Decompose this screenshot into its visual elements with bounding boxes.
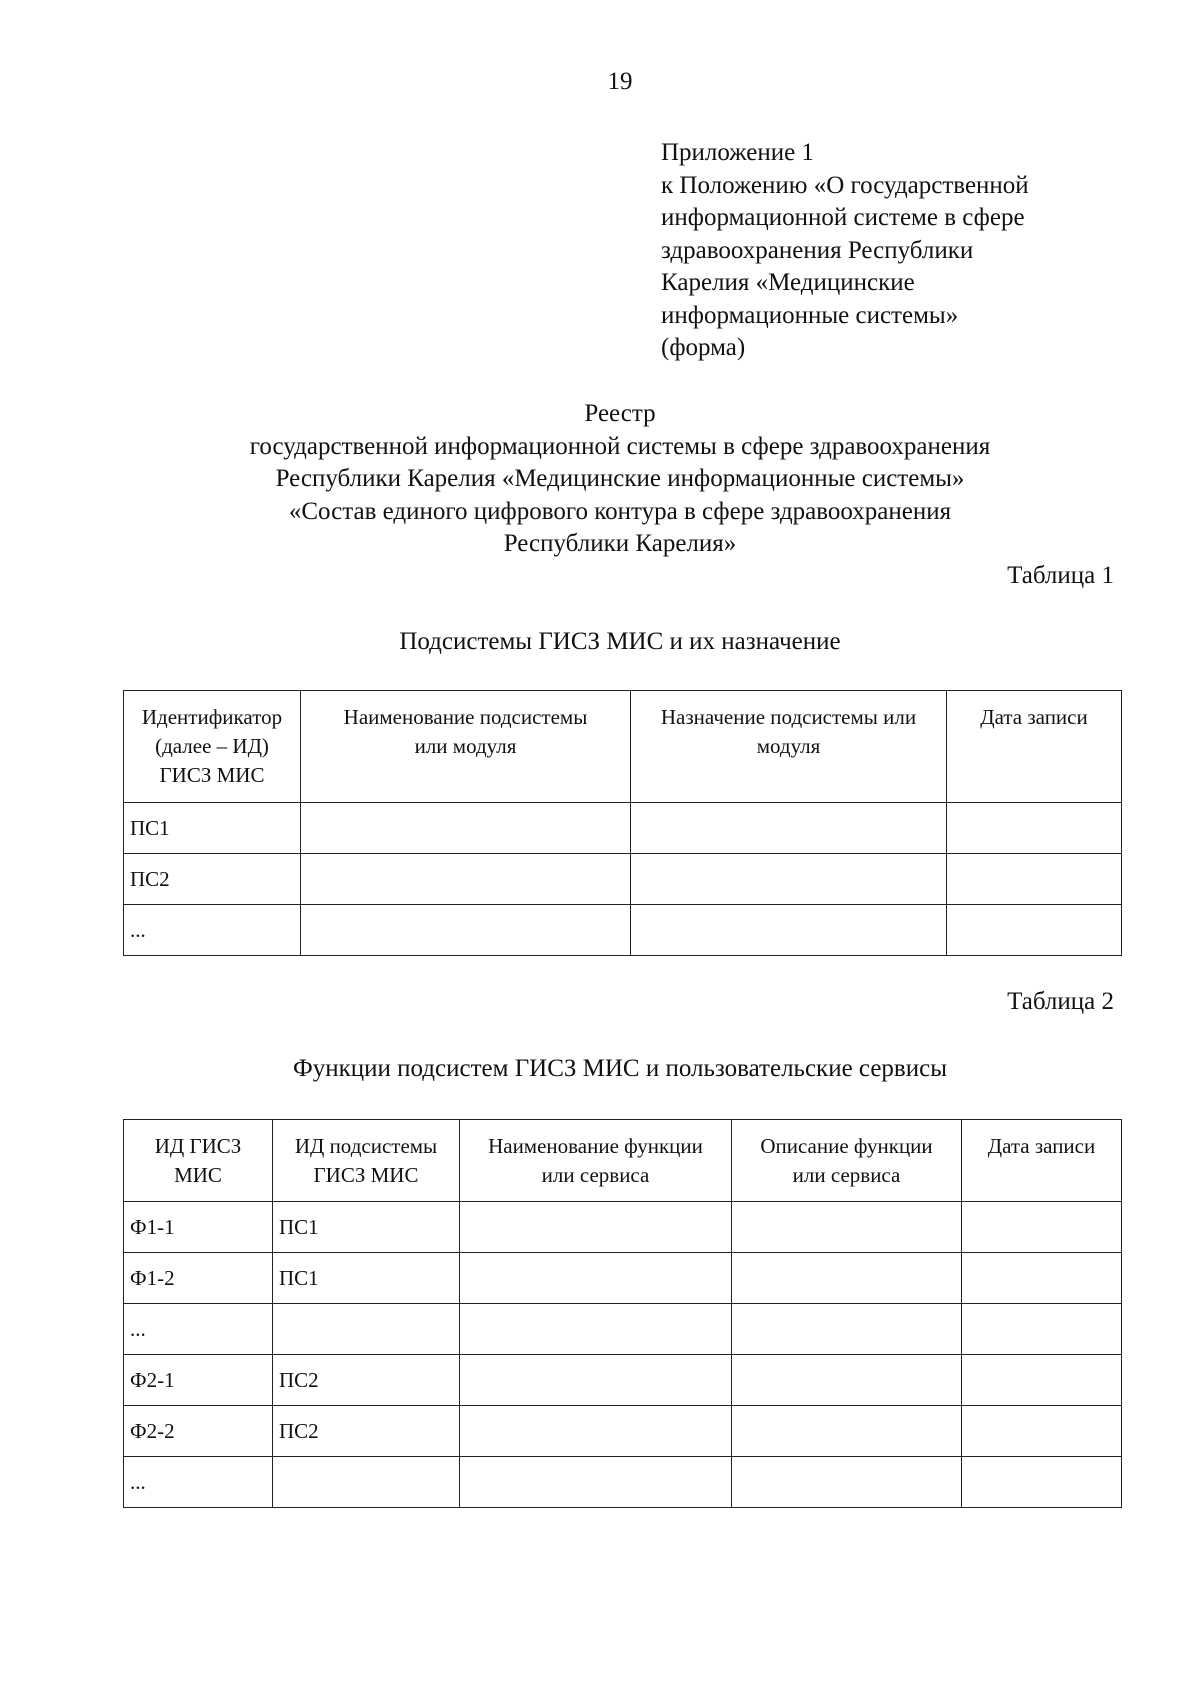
header-line: ГИСЗ МИС	[313, 1163, 419, 1187]
header-line: Наименование функции	[488, 1134, 703, 1158]
table-cell: Ф2-2	[124, 1406, 273, 1457]
table-cell	[962, 1355, 1122, 1406]
table-cell	[460, 1304, 732, 1355]
appendix-line: информационной системе в сфере	[661, 204, 1025, 231]
table-cell	[962, 1457, 1122, 1508]
header-line: ГИСЗ МИС	[159, 763, 265, 787]
table-cell	[962, 1304, 1122, 1355]
table1-label: Таблица 1	[1007, 562, 1114, 589]
table-row	[124, 1304, 1122, 1355]
table-cell	[273, 1457, 460, 1508]
table-cell: ПС1	[273, 1253, 460, 1304]
table-cell	[732, 1457, 962, 1508]
header-cell	[947, 691, 1122, 803]
table-cell	[460, 1406, 732, 1457]
table-cell	[947, 803, 1122, 854]
header-line: или сервиса	[792, 1163, 901, 1187]
table-cell	[631, 854, 947, 905]
registry-title-line: государственной информационной системы в сфере здравоохранения	[249, 432, 991, 460]
table-cell	[460, 1355, 732, 1406]
registry-title-line: «Состав единого цифрового контура в сфере здравоохранения	[288, 497, 952, 525]
table-cell: ...	[124, 1304, 273, 1355]
table-cell	[732, 1406, 962, 1457]
table-cell: ПС2	[124, 854, 301, 905]
header-line: Дата записи	[980, 705, 1088, 729]
table-cell	[947, 854, 1122, 905]
functions-table	[123, 1119, 1122, 1508]
table-cell	[460, 1253, 732, 1304]
header-cell	[732, 1120, 962, 1202]
header-line: или модуля	[414, 734, 517, 758]
table-header-row	[124, 691, 1122, 803]
header-line: Назначение подсистемы или	[660, 705, 917, 729]
table-cell	[962, 1253, 1122, 1304]
table-cell	[732, 1304, 962, 1355]
header-line: Наименование подсистемы	[343, 705, 588, 729]
header-line: или сервиса	[541, 1163, 650, 1187]
header-line: модуля	[756, 734, 821, 758]
table-cell	[631, 803, 947, 854]
table2-label: Таблица 2	[1007, 988, 1114, 1015]
table-header-row	[124, 1120, 1122, 1202]
registry-title-line: Республики Карелия»	[503, 530, 737, 557]
appendix-line: информационные системы»	[661, 301, 959, 329]
header-cell	[124, 691, 301, 803]
table-cell: ПС2	[273, 1355, 460, 1406]
table-cell: ...	[124, 1457, 273, 1508]
appendix-line: (форма)	[661, 334, 746, 361]
table-row	[124, 1457, 1122, 1508]
table-cell	[732, 1253, 962, 1304]
appendix-line: Приложение 1	[661, 139, 814, 166]
appendix-block	[661, 137, 1161, 365]
header-line: МИС	[174, 1163, 222, 1187]
table-row	[124, 803, 1122, 854]
table-cell	[631, 905, 947, 956]
table-cell	[732, 1355, 962, 1406]
table-cell: Ф2-1	[124, 1355, 273, 1406]
table-row	[124, 1355, 1122, 1406]
table-cell: ...	[124, 905, 301, 956]
appendix-line: Карелия «Медицинские	[661, 269, 915, 296]
header-cell	[301, 691, 631, 803]
header-cell	[273, 1120, 460, 1202]
header-cell	[631, 691, 947, 803]
table-row	[124, 1202, 1122, 1253]
header-cell	[124, 1120, 273, 1202]
page-number: 19	[607, 68, 633, 95]
header-line: Описание функции	[760, 1134, 933, 1158]
table-cell: ПС1	[273, 1202, 460, 1253]
header-line: Дата записи	[987, 1134, 1096, 1158]
appendix-line: здравоохранения Республики	[661, 236, 974, 264]
header-cell	[962, 1120, 1122, 1202]
table-row	[124, 905, 1122, 956]
header-line: ИД ГИСЗ	[154, 1134, 242, 1158]
table-row	[124, 854, 1122, 905]
registry-title-line: Реестр	[584, 400, 656, 427]
table-cell	[301, 854, 631, 905]
table1-caption: Подсистемы ГИСЗ МИС и их назначение	[399, 628, 841, 655]
table-cell	[301, 905, 631, 956]
table-cell: ПС2	[273, 1406, 460, 1457]
table-cell	[301, 803, 631, 854]
table-cell: ПС1	[124, 803, 301, 854]
header-line: (далее – ИД)	[155, 734, 269, 758]
table-cell	[962, 1202, 1122, 1253]
table-cell	[962, 1406, 1122, 1457]
registry-title-line: Республики Карелия «Медицинские информационные системы»	[275, 465, 965, 492]
table-cell	[947, 905, 1122, 956]
table2-caption: Функции подсистем ГИСЗ МИС и пользовательские сервисы	[292, 1055, 948, 1082]
header-cell	[460, 1120, 732, 1202]
table-row	[124, 1406, 1122, 1457]
table-cell: Ф1-1	[124, 1202, 273, 1253]
table-cell	[460, 1457, 732, 1508]
table-cell	[732, 1202, 962, 1253]
appendix-line: к Положению «О государственной	[661, 171, 1029, 199]
header-line: ИД подсистемы	[294, 1134, 438, 1158]
table-row	[124, 1253, 1122, 1304]
table-cell: Ф1-2	[124, 1253, 273, 1304]
table-cell	[273, 1304, 460, 1355]
registry-title	[0, 398, 1200, 561]
table-cell	[460, 1202, 732, 1253]
header-line: Идентификатор	[141, 705, 283, 729]
subsystems-table	[123, 690, 1122, 956]
